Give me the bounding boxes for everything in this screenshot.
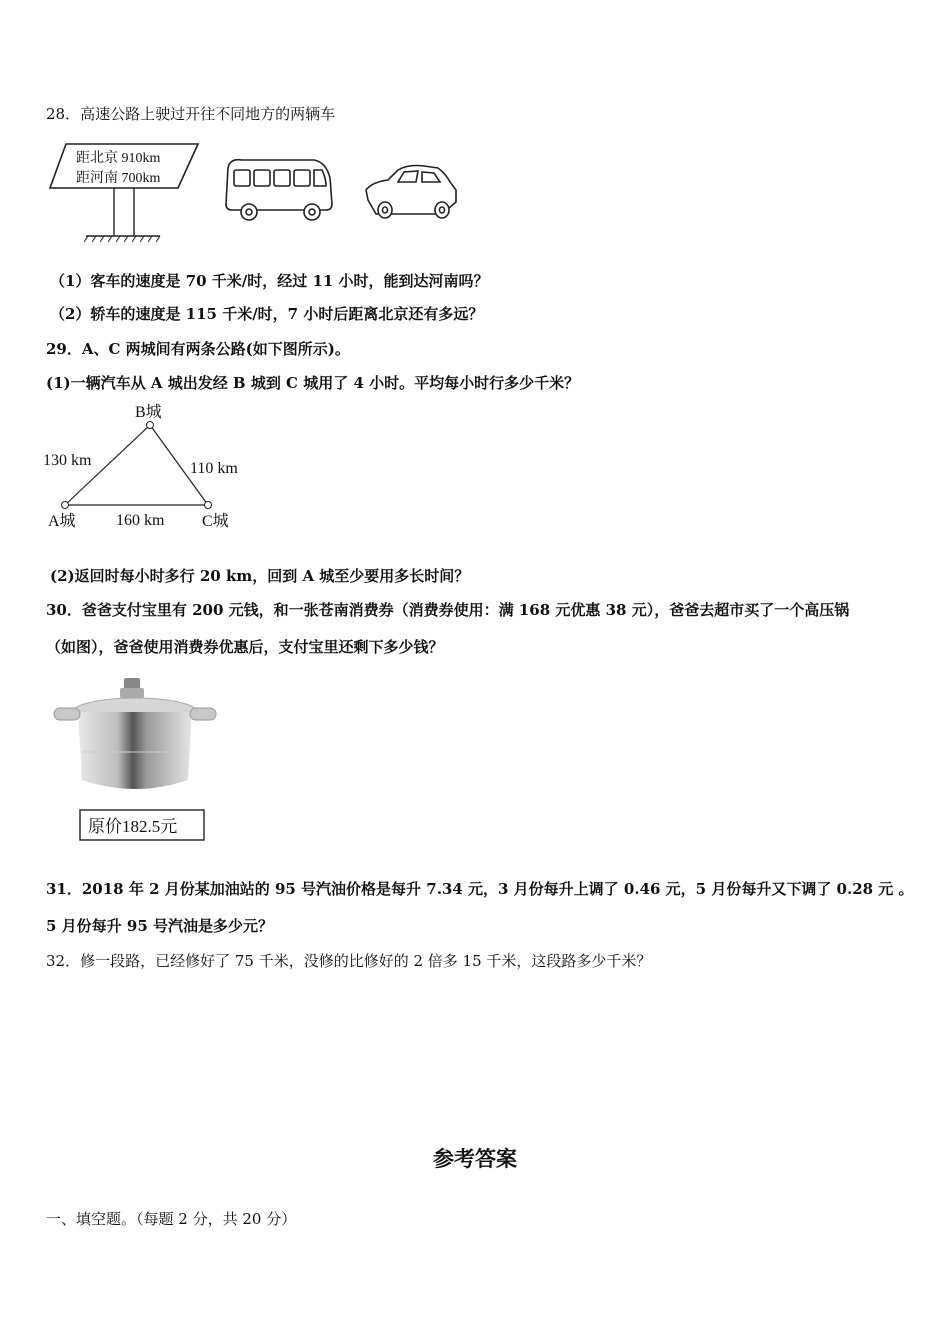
sign-line-2: 距河南 700km bbox=[76, 171, 161, 186]
q30-line2: （如图），爸爸使用消费券优惠后，支付宝里还剩下多少钱？ bbox=[46, 638, 444, 656]
label-a: A城 bbox=[48, 513, 76, 530]
q29-sub2: (2)返回时每小时多行 20 km，回到 A 城至少要用多长时间？ bbox=[50, 567, 470, 585]
price-label: 原价182.5元 bbox=[88, 817, 178, 836]
q31-line1: 31．2018 年 2 月份某加油站的 95 号汽油价格是每升 7.34 元，3 月份每升上调了 0.46 元，5 月份每升又下调了 0.28 元 。 bbox=[46, 880, 914, 898]
city-b-dot bbox=[147, 422, 154, 429]
car-icon bbox=[366, 166, 456, 219]
label-b: B城 bbox=[135, 404, 162, 421]
pressure-cooker-icon bbox=[54, 678, 216, 789]
q28-sub1: （1）客车的速度是 70 千米/时，经过 11 小时，能到达河南吗？ bbox=[50, 272, 489, 290]
q32-line1: 32．修一段路，已经修好了 75 千米，没修的比修好的 2 倍多 15 千米，这段路多少千米？ bbox=[46, 952, 652, 970]
label-ab: 130 km bbox=[43, 452, 92, 469]
q29-title: 29．A、C 两城间有两条公路(如下图所示)。 bbox=[46, 340, 350, 358]
sign-line-1: 距北京 910km bbox=[76, 151, 161, 166]
q28-title: 28．高速公路上驶过开往不同地方的两辆车 bbox=[46, 105, 336, 123]
label-bc: 110 km bbox=[190, 460, 238, 477]
answers-title: 参考答案 bbox=[433, 1146, 517, 1171]
answers-section-1: 一、填空题。（每题 2 分，共 20 分） bbox=[46, 1210, 297, 1228]
pressure-cooker-figure bbox=[50, 672, 225, 844]
road-sign-icon bbox=[50, 144, 198, 242]
q30-line1: 30．爸爸支付宝里有 200 元钱，和一张苍南消费券（消费券使用：满 168 元优惠 38 元），爸爸去超市买了一个高压锅 bbox=[46, 601, 850, 619]
q31-line2: 5 月份每升 95 号汽油是多少元？ bbox=[46, 917, 273, 935]
label-c: C城 bbox=[202, 513, 229, 530]
label-ac: 160 km bbox=[116, 512, 165, 529]
bus-icon bbox=[226, 160, 332, 220]
city-c-dot bbox=[205, 502, 212, 509]
city-a-dot bbox=[62, 502, 69, 509]
q29-sub1: (1)一辆汽车从 A 城出发经 B 城到 C 城用了 4 小时。平均每小时行多少千米？ bbox=[46, 374, 580, 392]
q28-sub2: （2）轿车的速度是 115 千米/时，7 小时后距离北京还有多远？ bbox=[50, 305, 484, 323]
q28-figure bbox=[46, 138, 466, 246]
triangle-map bbox=[40, 398, 260, 534]
